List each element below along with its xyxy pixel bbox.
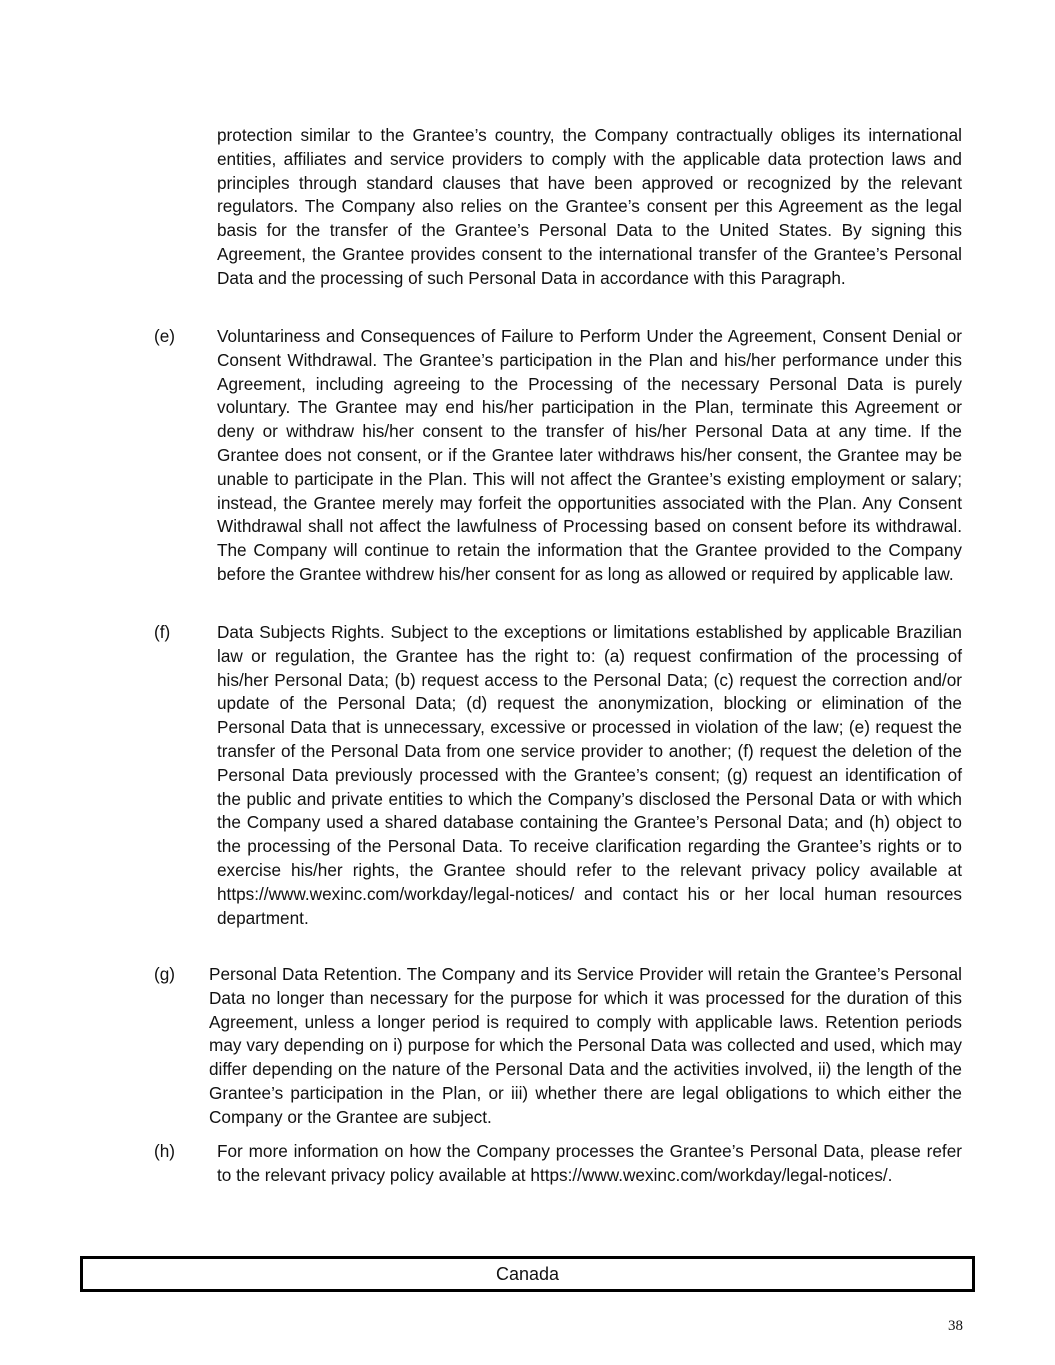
section-heading-box [80,1256,975,1292]
continuation-paragraph: protection similar to the Grantee’s country, the Company contractually obliges its international entities, affiliates and service providers to comply with the applicable data protection laws and principles through standard clauses that have been approved or recognized by the relevant regulators. The Company also relies on the Grantee’s consent per this Agreement as the legal basis for the transfer of the Grantee’s Personal Data to the United States. By signing this Agreement, the Grantee provides consent to the international transfer of the Grantee’s Personal Data and the processing of such Personal Data in accordance with this Paragraph. [217,125,962,288]
item-marker-e: (e) [154,326,176,346]
item-marker-f: (f) [154,622,171,642]
page-number: 38 [948,1318,963,1334]
item-text-f: Data Subjects Rights. Subject to the exceptions or limitations established by applicable Brazilian law or regulation, the Grantee has the right to: (a) request confirmation of the processing of his/her Personal Data; (b) request access to the Personal Data; (c) request the correction and/or update of the Personal Data; (d) request the anonymization, blocking or elimination of the Personal Data that is unnecessary, excessive or processed in violation of the law; (e) request the transfer of the Personal Data from one service provider to another; (f) request the deletion of the Personal Data previously processed with the Grantee’s consent; (g) request an identification of the public and private entities to which the Company’s disclosed the Personal Data or with which the Company used a shared database containing the Grantee’s Personal Data; and (h) object to the processing of the Personal Data. To receive clarification regarding the Grantee’s rights or to exercise his/her rights, the Grantee should refer to the relevant privacy policy available at https://www.wexinc.com/workday/legal-notices/ and contact his or her local human resources department. [217,622,962,928]
section-heading: Canada [495,1263,560,1284]
item-marker-h: (h) [154,1141,176,1161]
item-text-g: Personal Data Retention. The Company and its Service Provider will retain the Grantee’s Personal Data no longer than necessary for the purpose for which it was processed for the duration of this Agreement, unless a longer period is required to comply with applicable laws. Retention periods may vary depending on i) purpose for which the Personal Data was collected and used, which may differ depending on the nature of the Personal Data and the activities involved, ii) the length of the Grantee’s participation in the Plan, or iii) whether there are legal obligations to which either the Company or the Grantee are subject. [209,964,962,1127]
item-marker-g: (g) [154,964,176,984]
item-text-h: For more information on how the Company processes the Grantee’s Personal Data, please refer to the relevant privacy policy available at https://www.wexinc.com/workday/legal-notices/. [217,1141,962,1185]
item-text-e: Voluntariness and Consequences of Failure to Perform Under the Agreement, Consent Denial or Consent Withdrawal. The Grantee’s participation in the Plan and his/her performance under this Agreement, including agreeing to the Processing of the necessary Personal Data is purely voluntary. The Grantee may end his/her participation in the Plan, terminate this Agreement or deny or withdraw his/her consent to the transfer of his/her Personal Data at any time. If the Grantee does not consent, or if the Grantee later withdraws his/her consent, the Grantee may be unable to participate in the Plan. This will not affect the Grantee’s existing employment or salary; instead, the Grantee merely may forfeit the opportunities associated with the Plan. Any Consent Withdrawal shall not affect the lawfulness of Processing based on consent before its withdrawal. The Company will continue to retain the information that the Grantee provided to the Company before the Grantee withdrew his/her consent for as long as allowed or required by applicable law. [217,326,962,584]
